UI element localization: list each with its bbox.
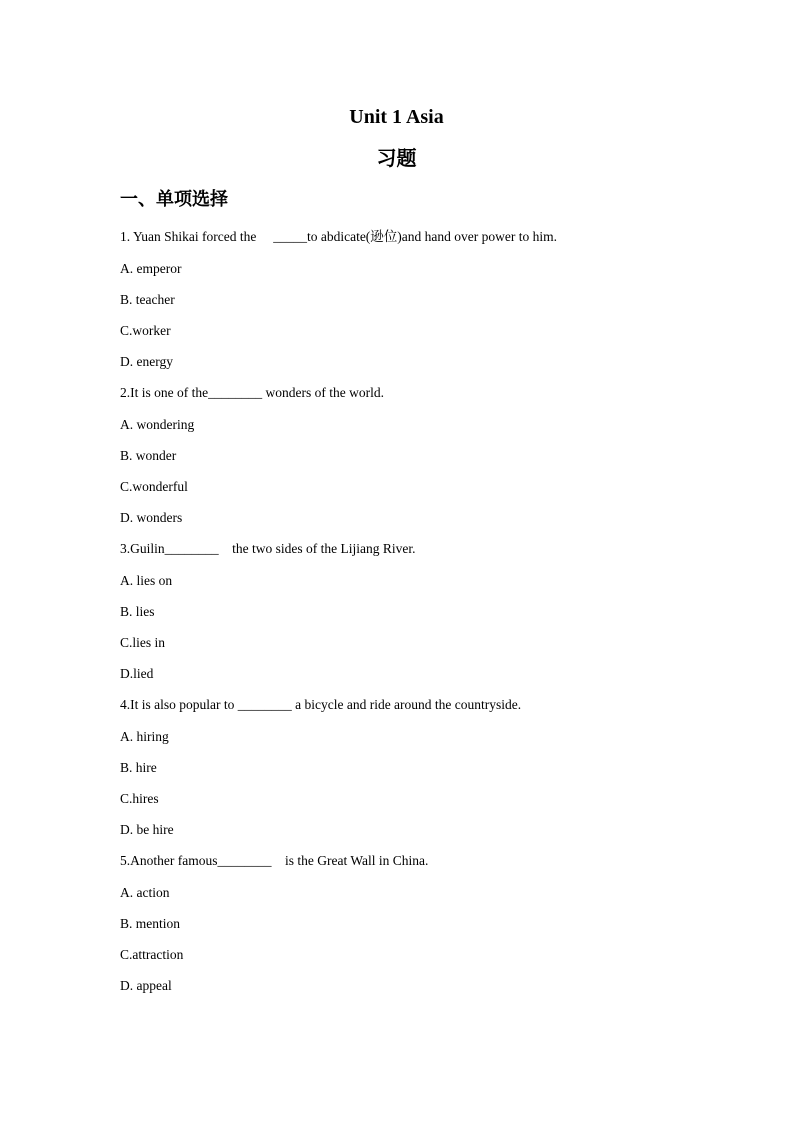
option-a: A. hiring [120,729,169,744]
document-title: Unit 1 Asia [349,106,444,128]
question-stem: 4.It is also popular to ________ a bicycle and ride around the countryside. [120,697,522,712]
option-b: B. teacher [120,292,175,307]
option-c: C.lies in [120,635,166,650]
option-b: B. hire [120,760,157,775]
option-c: C.worker [120,323,171,338]
option-a: A. action [120,885,170,900]
option-d: D. appeal [120,978,172,993]
option-b: B. lies [120,604,155,619]
option-a: A. wondering [120,417,195,432]
option-b: B. mention [120,916,180,931]
option-a: A. lies on [120,573,173,588]
question-stem: 2.It is one of the________ wonders of the world. [120,385,384,400]
section-heading: 一、单项选择 [120,189,228,210]
option-c: C.wonderful [120,479,188,494]
question-stem: 3.Guilin________ the two sides of the Lijiang River. [120,541,416,556]
option-a: A. emperor [120,261,182,276]
question-stem: 5.Another famous________ is the Great Wall in China. [120,853,429,868]
option-d: D. wonders [120,510,183,525]
document-subtitle: 习题 [376,148,417,170]
option-d: D.lied [120,666,154,681]
option-c: C.attraction [120,947,184,962]
option-d: D. energy [120,354,173,369]
option-d: D. be hire [120,822,174,837]
option-c: C.hires [120,791,159,806]
question-stem: 1. Yuan Shikai forced the _____to abdicate(逊位)and hand over power to him. [120,229,558,244]
option-b: B. wonder [120,448,177,463]
